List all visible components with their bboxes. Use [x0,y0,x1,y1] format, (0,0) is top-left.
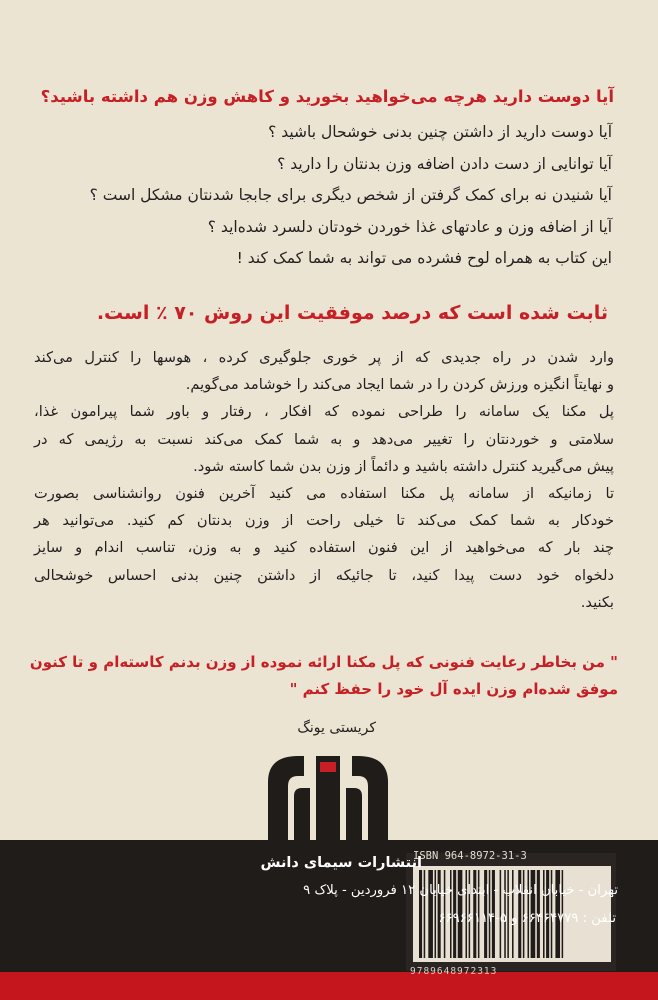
testimonial-quote [28,649,618,703]
barcode-digits: 9789648972313 [410,966,498,977]
body-paragraphs [34,344,614,616]
publisher-name: انتشارات سیمای دانش [260,855,422,871]
question-item: آیا توانایی از دست دادن اضافه وزن بدنتان را دارید ؟ [277,154,612,173]
headline-proven: ثابت شده است که درصد موفقیت این روش ۷۰ ٪ است. [96,302,608,324]
question-list [32,117,612,275]
publisher-address: تهران - خیابان انقلاب - ابتدای خیابان ۱۲ فروردین - پلاک ۹ [303,883,618,898]
quote-author: کریستی یونگ [297,720,376,736]
headline-question: آیا دوست دارید هرچه می‌خواهید بخورید و کاهش وزن هم داشته باشید؟ [40,87,614,106]
body-line: چند بار که می‌خواهید از این فنون استفاده کنید و به وزن، تناسب اندام و سایز [34,539,614,557]
body-line: تا زمانیکه از سامانه پل مکنا استفاده می کنید آخرین فنون روانشناسی بصورت [34,485,614,503]
question-item: این کتاب به همراه لوح فشرده می تواند به شما کمک کند ! [236,249,612,267]
body-line: و نهایتاً انگیزه ورزش کردن را در شما ایجاد می‌کند را خوشامد می‌گویم. [185,376,614,394]
publisher-logo-icon [238,752,418,840]
body-line: پیش می‌گیرید کنترل داشته باشید و دائماً از وزن بدن شما کاسته شود. [193,457,614,475]
question-item: آیا شنیدن نه برای کمک گرفتن از شخص دیگری برای جابجا شدنتان مشکل است ؟ [89,186,612,204]
question-item: آیا دوست دارید از داشتن چنین بدنی خوشحال باشید ؟ [268,123,612,141]
body-line: خودکار به شما کمک می‌کند تا خیلی راحت از وزن بدنتان کم کنید. می‌توانید هر [34,512,614,530]
body-line: سلامتی و خوردنتان را تغییر می‌دهد و به شما کمک می‌کند نسبت به رژیمی که در [34,430,614,448]
body-line: دلخواه خود دست پیدا کنید، تا جائیکه از داشتن چنین بدنی احساس خوشحالی [34,566,614,584]
publisher-phone: تلفن : ۶۶۴۶۴۷۷۹ و ۵-۶۶۹۶۶۱۱۴ [438,911,616,926]
isbn-label: ISBN 964-8972-31-3 [413,850,527,862]
quote-line: موفق شده‌ام وزن ایده آل خود را حفظ کنم " [289,680,618,698]
body-line: بکنید. [580,593,614,611]
footer-red-band [0,972,658,1000]
quote-line: " من بخاطر رعایت فنونی که پل مکنا ارائه نموده از وزن بدنم کاسته‌ام و تا کنون [29,653,618,671]
body-line: وارد شدن در راه جدیدی که از پر خوری جلوگیری کرده ، هوسها را کنترل می‌کند [34,349,614,366]
body-line: پل مکنا یک سامانه را طراحی نموده که افکار ، رفتار و باور شما پیرامون غذا، [34,403,614,421]
question-item: آیا از اضافه وزن و عادتهای غذا خوردن خودتان دلسرد شده‌اید ؟ [207,217,612,236]
